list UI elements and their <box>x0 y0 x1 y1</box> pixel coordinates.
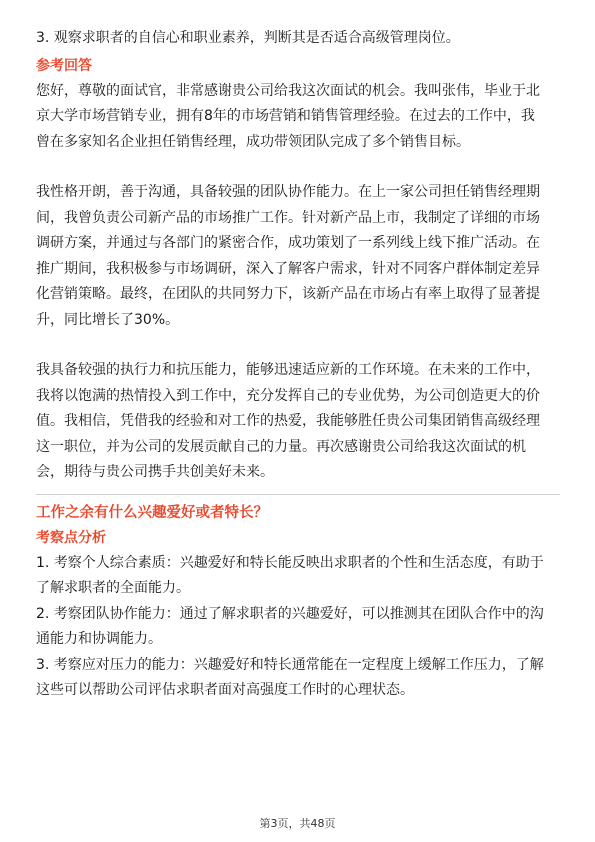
answer-line: 我具备较强的执行力和抗压能力，能够迅速适应新的工作环境。在未来的工作中， <box>36 362 540 378</box>
analysis-line: 这些可以帮助公司评估求职者面对高强度工作时的心理状态。 <box>36 682 414 698</box>
analysis-line: 通能力和协调能力。 <box>36 631 162 647</box>
answer-line: 京大学市场营销专业，拥有8年的市场营销和销售管理经验。在过去的工作中，我 <box>36 108 535 124</box>
answer-paragraph-1 <box>36 79 560 156</box>
analysis-line: 2. 考察团队协作能力：通过了解求职者的兴趣爱好，可以推测其在团队合作中的沟 <box>36 605 544 622</box>
answer-paragraph-2 <box>36 180 560 333</box>
answer-line: 我将以饱满的热情投入到工作中，充分发挥自己的专业优势，为公司创造更大的价 <box>36 387 540 404</box>
answer-line: 间，我曾负责公司新产品的市场推广工作。针对新产品上市，我制定了详细的市场 <box>36 209 540 226</box>
page-footer: 第3页，共48页 <box>259 817 336 830</box>
answer-line: 您好，尊敬的面试官，非常感谢贵公司给我这次面试的机会。我叫张伟，毕业于北 <box>36 82 540 99</box>
paragraph-gap <box>36 333 560 358</box>
paragraph-gap <box>36 155 560 180</box>
analysis-line: 3. 考察应对压力的能力：兴趣爱好和特长通常能在一定程度上缓解工作压力，了解 <box>36 656 544 673</box>
answer-line: 这一职位，并为公司的发展贡献自己的力量。再次感谢贵公司给我这次面试的机 <box>36 438 526 455</box>
answer-paragraph-3 <box>36 358 560 486</box>
top-item: 3. 观察求职者的自信心和职业素养，判断其是否适合高级管理岗位。 <box>36 30 460 46</box>
section-divider <box>36 494 560 495</box>
analysis-list <box>36 551 560 704</box>
answer-line: 会，期待与贵公司携手共创美好未来。 <box>36 464 274 480</box>
analysis-label: 考察点分析 <box>36 529 106 546</box>
answer-line: 调研方案，并通过与各部门的紧密合作，成功策划了一系列线上线下推广活动。在 <box>36 235 540 251</box>
answer-line: 我性格开朗，善于沟通，具备较强的团队协作能力。在上一家公司担任销售经理期 <box>36 184 540 200</box>
answer-line: 升，同比增长了30%。 <box>36 311 180 328</box>
answer-line: 曾在多家知名企业担任销售经理，成功带领团队完成了多个销售目标。 <box>36 133 470 150</box>
answer-label: 参考回答 <box>36 57 92 74</box>
answer-line: 值。我相信，凭借我的经验和对工作的热爱，我能够胜任贵公司集团销售高级经理 <box>36 413 540 429</box>
answer-line: 化营销策略。最终，在团队的共同努力下，该新产品在市场占有率上取得了显著提 <box>36 286 540 302</box>
page-content <box>36 26 560 704</box>
answer-line: 推广期间，我积极参与市场调研，深入了解客户需求，针对不同客户群体制定差异 <box>36 260 540 277</box>
question-title: 工作之余有什么兴趣爱好或者特长？ <box>36 504 268 521</box>
analysis-line: 了解求职者的全面能力。 <box>36 580 190 596</box>
analysis-line: 1. 考察个人综合素质：兴趣爱好和特长能反映出求职者的个性和生活态度，有助于 <box>36 554 544 571</box>
